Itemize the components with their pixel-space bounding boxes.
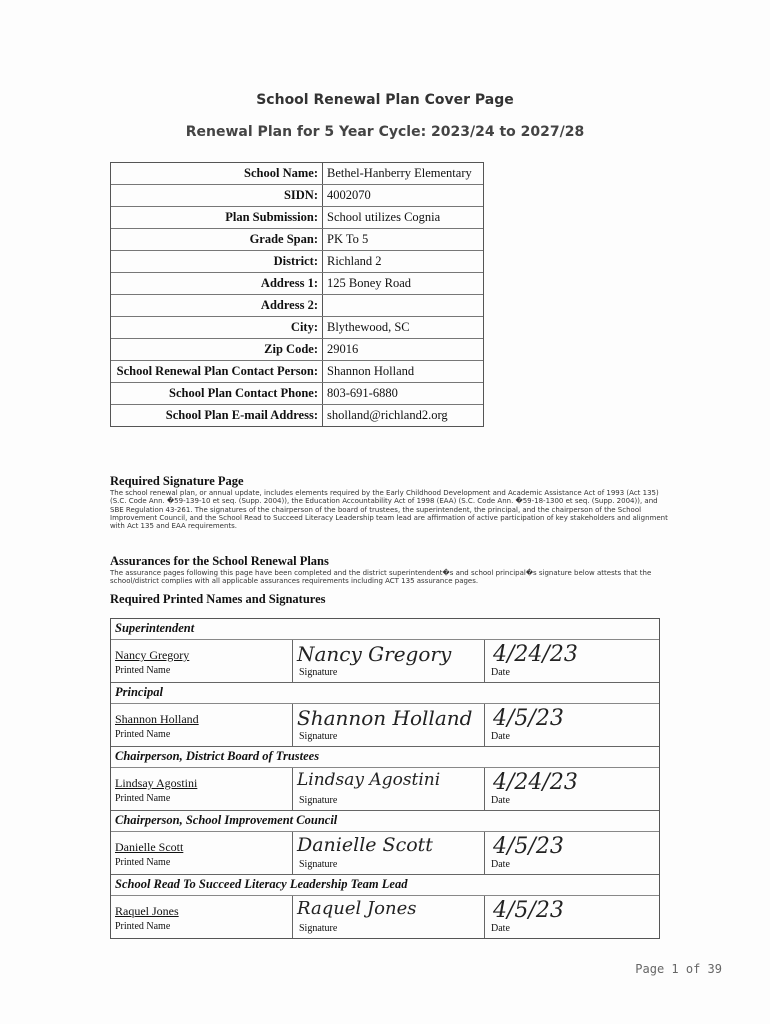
signatory-role: Principal (111, 683, 659, 704)
info-label: Address 2: (111, 295, 323, 316)
printed-name-caption: Printed Name (115, 729, 171, 740)
info-row (111, 383, 483, 405)
handwritten-date: 4/24/23 (493, 770, 578, 795)
info-value (323, 295, 483, 316)
info-label: Address 1: (111, 273, 323, 294)
info-value: 29016 (327, 342, 359, 356)
info-value: Bethel-Hanberry Elementary (327, 166, 472, 180)
date-cell (485, 768, 659, 810)
page-subtitle: Renewal Plan for 5 Year Cycle: 2023/24 to 2027/28 (185, 124, 585, 140)
info-row (111, 251, 483, 273)
info-value: Blythewood, SC (327, 320, 410, 334)
handwritten-signature: Nancy Gregory (297, 642, 452, 666)
date-caption: Date (491, 795, 510, 806)
signature-cell (293, 896, 485, 938)
printed-names-heading: Required Printed Names and Signatures (110, 591, 326, 606)
page-number: Page 1 of 39 (635, 962, 722, 976)
handwritten-date: 4/5/23 (493, 706, 564, 731)
signature-cell (293, 768, 485, 810)
signatory-role: School Read To Succeed Literacy Leadership Team Lead (111, 875, 659, 896)
page-title: School Renewal Plan Cover Page (256, 92, 514, 108)
date-cell (485, 896, 659, 938)
info-row (111, 185, 483, 207)
assurances-heading: Assurances for the School Renewal Plans (110, 554, 329, 568)
printed-name-caption: Printed Name (115, 665, 171, 676)
date-caption: Date (491, 667, 510, 678)
signature-caption: Signature (299, 859, 338, 870)
assurances-section (110, 554, 670, 607)
info-label: School Plan E-mail Address: (111, 405, 323, 426)
info-label: School Plan Contact Phone: (111, 383, 323, 404)
info-row (111, 273, 483, 295)
school-info-table (110, 162, 484, 427)
date-cell (485, 832, 659, 874)
info-row (111, 405, 483, 426)
handwritten-date: 4/5/23 (493, 834, 564, 859)
info-label: City: (111, 317, 323, 338)
info-row (111, 229, 483, 251)
printed-name-cell (111, 704, 293, 746)
printed-name-cell (111, 896, 293, 938)
date-cell (485, 704, 659, 746)
printed-name-caption: Printed Name (115, 921, 171, 932)
info-row (111, 317, 483, 339)
signatory-block (111, 875, 659, 938)
signatory-role: Chairperson, School Improvement Council (111, 811, 659, 832)
date-cell (485, 640, 659, 682)
printed-name: Shannon Holland (115, 712, 199, 726)
required-signature-text: The school renewal plan, or annual update, includes elements required by the Early Childhood Development and Academic Assistance Act of 1993 (Act 135) (S.C. Code Ann. �59-139-10 et seq. (Supp. 2004)), the Education Accountability Act of 1998 (EAA) (S.C. Code Ann. �59-18-1300 et seq. (Supp. 2004)), and SBE Regulation 43-261. The signatures of the chairperson of the board of trustees, the superintendent, the principal, and the chairperson of the School Improvement Council, and the School Read to Succeed Literacy Leadership team lead are affirmation of active participation of key stakeholders and alignment with Act 135 and EAA requirements. (110, 489, 668, 531)
info-label: School Renewal Plan Contact Person: (111, 361, 323, 382)
assurances-text: The assurance pages following this page have been completed and the district superintendent�s and school principal�s signature below attests that the school/district complies with all applicable assurances requirements including ACT 135 assurance pages. (110, 569, 652, 586)
required-signature-section (110, 474, 670, 530)
signatory-block (111, 619, 659, 683)
signature-caption: Signature (299, 731, 338, 742)
signature-cell (293, 640, 485, 682)
signature-caption: Signature (299, 795, 338, 806)
info-row (111, 295, 483, 317)
info-value: PK To 5 (327, 232, 369, 246)
info-label: Grade Span: (111, 229, 323, 250)
info-value: Richland 2 (327, 254, 382, 268)
handwritten-date: 4/24/23 (493, 642, 578, 667)
printed-name-caption: Printed Name (115, 857, 171, 868)
handwritten-signature: Shannon Holland (297, 706, 473, 730)
info-row (111, 339, 483, 361)
info-value: Shannon Holland (327, 364, 415, 378)
date-caption: Date (491, 859, 510, 870)
info-label: Zip Code: (111, 339, 323, 360)
date-caption: Date (491, 731, 510, 742)
signature-caption: Signature (299, 923, 338, 934)
required-signature-heading: Required Signature Page (110, 474, 244, 488)
handwritten-date: 4/5/23 (493, 898, 564, 923)
handwritten-signature: Raquel Jones (297, 898, 417, 919)
info-value: School utilizes Cognia (327, 210, 441, 224)
handwritten-signature: Lindsay Agostini (297, 770, 441, 790)
printed-name: Raquel Jones (115, 904, 179, 918)
info-label: SIDN: (111, 185, 323, 206)
signatory-role: Chairperson, District Board of Trustees (111, 747, 659, 768)
info-value: 125 Boney Road (327, 276, 412, 290)
info-value: 803-691-6880 (327, 386, 398, 400)
signatory-block (111, 683, 659, 747)
printed-name-cell (111, 640, 293, 682)
signatory-role: Superintendent (111, 619, 659, 640)
signature-cell (293, 704, 485, 746)
info-row (111, 163, 483, 185)
info-label: District: (111, 251, 323, 272)
info-label: Plan Submission: (111, 207, 323, 228)
signature-caption: Signature (299, 667, 338, 678)
printed-name: Danielle Scott (115, 840, 184, 854)
printed-name-cell (111, 832, 293, 874)
printed-name: Lindsay Agostini (115, 776, 198, 790)
signature-cell (293, 832, 485, 874)
handwritten-signature: Danielle Scott (297, 834, 433, 856)
printed-name-caption: Printed Name (115, 793, 171, 804)
signatory-block (111, 747, 659, 811)
printed-name-cell (111, 768, 293, 810)
info-row (111, 207, 483, 229)
signatory-block (111, 811, 659, 875)
info-value: 4002070 (327, 188, 371, 202)
info-value: sholland@richland2.org (327, 408, 448, 422)
info-label: School Name: (111, 163, 323, 184)
date-caption: Date (491, 923, 510, 934)
signature-table (110, 618, 660, 939)
printed-name: Nancy Gregory (115, 648, 190, 662)
info-row (111, 361, 483, 383)
